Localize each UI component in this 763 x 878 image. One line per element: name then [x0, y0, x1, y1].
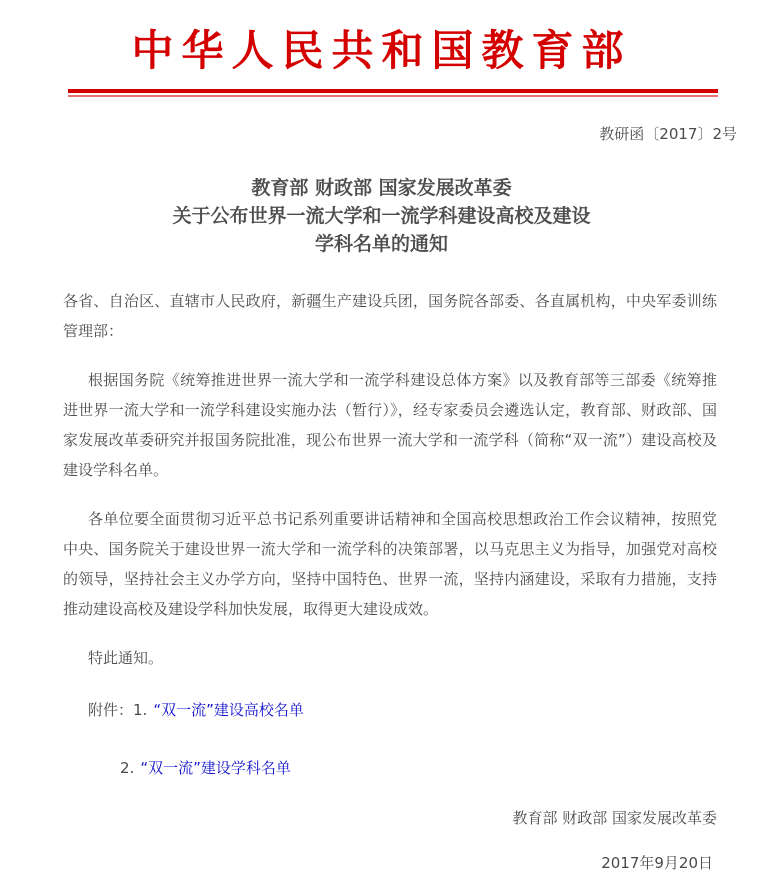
- document-title-line-issuers: 教育部 财政部 国家发展改革委: [251, 176, 512, 199]
- paragraph-requirements: 各单位要全面贯彻习近平总书记系列重要讲话精神和全国高校思想政治工作会议精神，按照党中央、国务院关于建设世界一流大学和一流学科的决策部署，以马克思主义为指导，加强党对高校的领导，坚持社会主义办学方向，坚持中国特色、世界一流，坚持内涵建设，采取有力措施，支持推动建设高校及建设学科加快发展，取得更大建设成效。: [63, 509, 717, 618]
- issuer-signature: 教育部 财政部 国家发展改革委: [512, 808, 717, 827]
- salutation: 各省、自治区、直辖市人民政府，新疆生产建设兵团，国务院各部委、各直属机构，中央军委训练管理部：: [63, 291, 717, 340]
- red-divider-thick-line: [68, 89, 718, 93]
- attachments-label: 附件：: [88, 700, 134, 719]
- attachment-2-number: 2.: [120, 758, 135, 777]
- red-divider-thin-line: [68, 95, 718, 97]
- attachment-line-1: [63, 695, 717, 725]
- document-body: [0, 286, 763, 878]
- closing-note: 特此通知。: [88, 648, 164, 667]
- document-number: 教研函〔2017〕2号: [599, 124, 737, 143]
- red-divider: [68, 89, 718, 97]
- document-title: [0, 174, 763, 258]
- paragraph-basis: 根据国务院《统筹推进世界一流大学和一流学科建设总体方案》以及教育部等三部委《统筹推进世界一流大学和一流学科建设实施办法（暂行）》，经专家委员会遴选认定，教育部、财政部、国家发展改革委研究并报国务院批准，现公布世界一流大学和一流学科（简称“双一流”）建设高校及建设学科名单。: [63, 370, 717, 479]
- attachment-link-disciplines-list[interactable]: “双一流”建设学科名单: [140, 758, 291, 777]
- masthead: [0, 0, 763, 97]
- attachment-line-2: [63, 753, 717, 783]
- attachment-1-number: 1.: [133, 700, 148, 719]
- attachment-link-universities-list[interactable]: “双一流”建设高校名单: [153, 700, 304, 719]
- document-title-line-subject: 关于公布世界一流大学和一流学科建设高校及建设: [172, 204, 591, 227]
- document-title-line-notice: 学科名单的通知: [314, 232, 448, 255]
- ministry-title: 中华人民共和国教育部: [131, 26, 632, 75]
- issue-date: 2017年9月20日: [601, 853, 713, 872]
